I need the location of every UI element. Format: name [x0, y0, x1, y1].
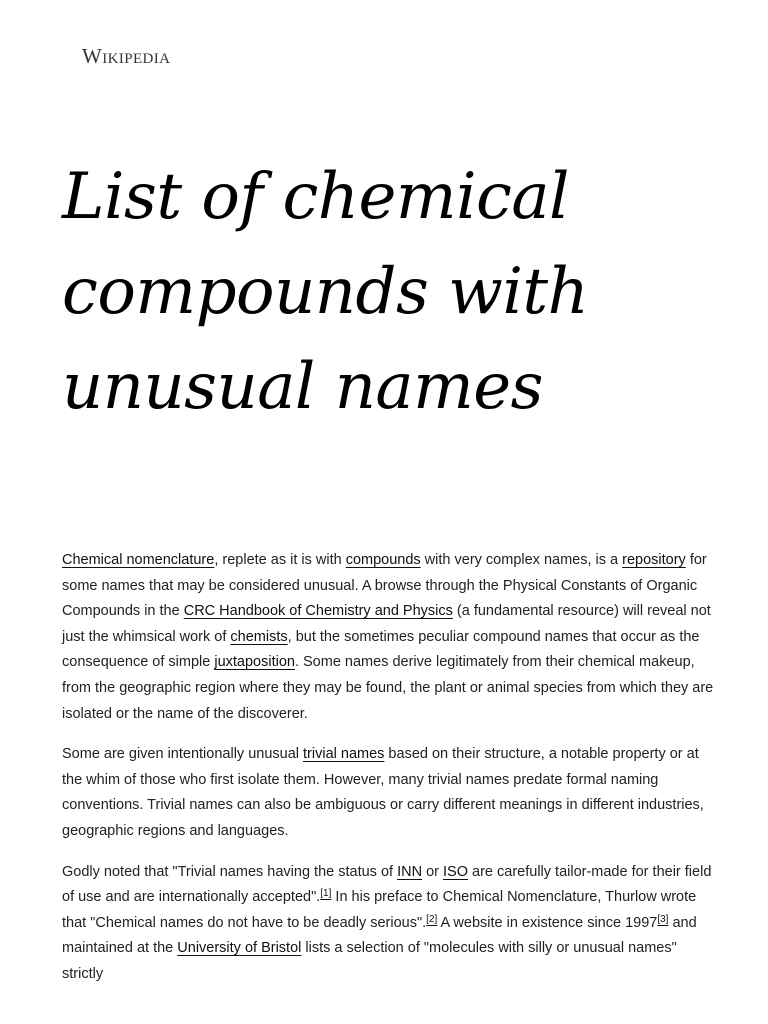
- paragraph-godly-quote: [62, 860, 714, 988]
- paragraph-text: , but the sometimes peculiar compound names that occur as the consequence of simple: [62, 628, 700, 671]
- paragraph-text: with very complex names, is a: [420, 552, 623, 568]
- paragraph-trivial-names: [62, 742, 714, 844]
- reference-2[interactable]: [426, 914, 437, 925]
- paragraph-text: (a fundamental resource) will reveal not just the whimsical work of: [62, 603, 711, 645]
- paragraph-text: lists a selection of "molecules with silly or unusual names" strictly: [62, 940, 677, 982]
- reference-1[interactable]: [320, 888, 331, 899]
- paragraph-text: , replete as it is with: [214, 552, 346, 568]
- paragraph-text: Some are given intentionally unusual: [62, 746, 304, 763]
- paragraph-text: and maintained at the: [62, 914, 697, 957]
- wikipedia-logo[interactable]: Wikipedia: [82, 44, 171, 68]
- paragraph-intro: [62, 548, 714, 727]
- page-title: List of chemical compounds with unusual names: [62, 160, 589, 424]
- link-university-of-bristol[interactable]: University of Bristol: [177, 940, 302, 957]
- link-juxtaposition[interactable]: juxtaposition: [214, 654, 295, 671]
- paragraph-text: for some names that may be considered unusual. A browse through the Physical Constants of Organic Compounds in the: [62, 552, 707, 620]
- paragraph-text: are carefully tailor-made for their field of use and are internationally accepted".: [62, 863, 712, 906]
- link-iso[interactable]: ISO: [443, 863, 468, 880]
- reference-link-2[interactable]: [2]: [426, 913, 438, 925]
- paragraph-text: . Some names derive legitimately from their chemical makeup, from the geographic region where they may be found, the plant or animal species from which they are isolated or the name of the discoverer.: [62, 654, 714, 722]
- reference-3[interactable]: [657, 914, 668, 925]
- paragraph-text: Godly noted that "Trivial names having the status of: [62, 863, 398, 880]
- paragraph-text: A website in existence since 1997: [437, 914, 658, 931]
- paragraph-text: or: [422, 863, 444, 880]
- reference-link-1[interactable]: [1]: [320, 888, 332, 900]
- link-compounds[interactable]: compounds: [345, 552, 421, 568]
- reference-link-3[interactable]: [3]: [657, 913, 669, 925]
- article-body: [62, 548, 714, 1003]
- link-repository[interactable]: repository: [622, 552, 686, 568]
- link-trivial-names[interactable]: trivial names: [303, 746, 385, 763]
- link-crc-handbook[interactable]: CRC Handbook of Chemistry and Physics: [183, 603, 453, 620]
- link-inn[interactable]: INN: [397, 863, 423, 880]
- paragraph-text: based on their structure, a notable property or at the whim of those who first isolate them. However, many trivial names predate formal naming conventions. Trivial names can also be ambiguous or carry different meanings in different industries, geographic regions and languages.: [62, 746, 704, 839]
- link-chemists[interactable]: chemists: [230, 628, 288, 645]
- link-chemical-nomenclature[interactable]: Chemical nomenclature: [62, 552, 215, 568]
- paragraph-text: In his preface to Chemical Nomenclature, Thurlow wrote that "Chemical names do not have to be deadly serious".: [62, 889, 697, 931]
